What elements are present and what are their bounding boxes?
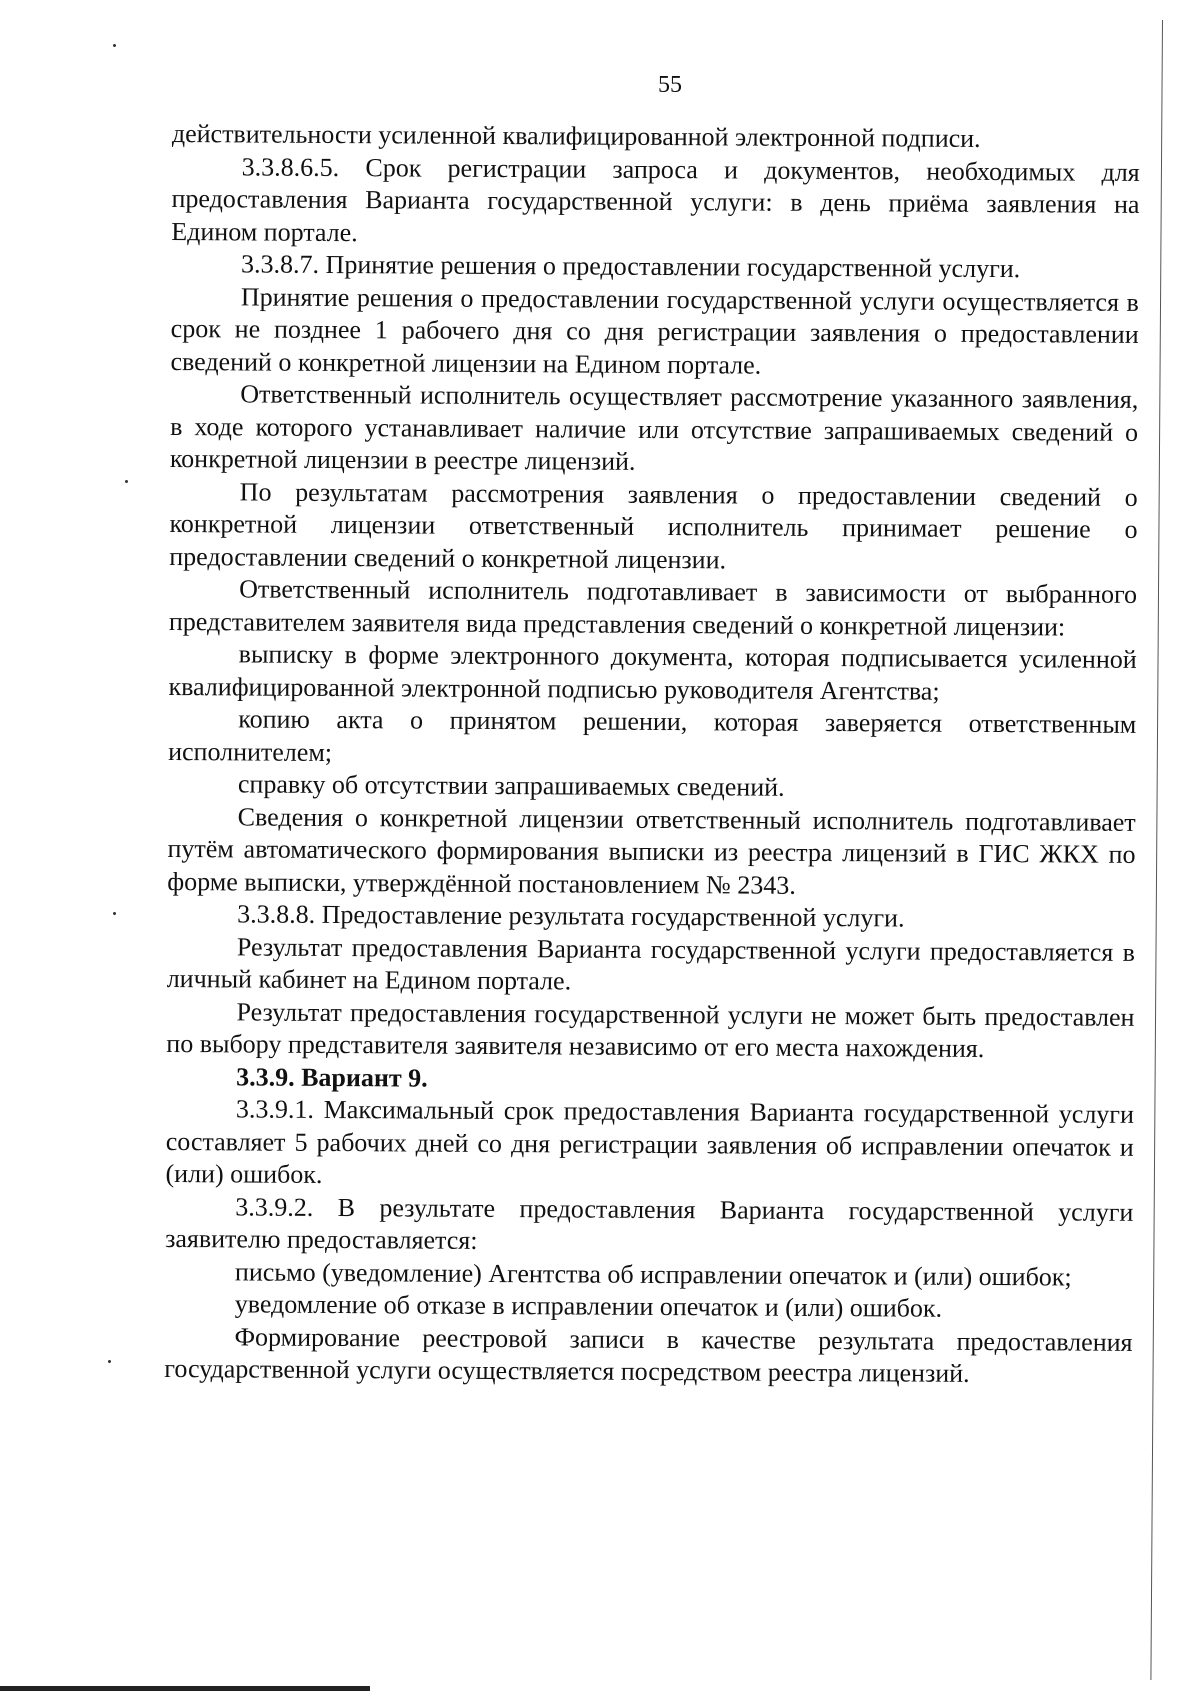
paragraph: письмо (уведомление) Агентства об исправлении опечаток и (или) ошибок; <box>234 1256 1072 1292</box>
paragraph: Сведения о конкретной лицензии ответственный исполнитель подготавливает путём автоматического формирования выписки из реестра лицензий в ГИС ЖКХ по форме выписки, утверждённой постановлением № 2343. <box>167 801 1136 900</box>
paragraph: Ответственный исполнитель подготавливает в зависимости от выбранного представителем заявителя вида представления сведений о конкретной лицензии: <box>168 574 1138 641</box>
section-heading: 3.3.9. Вариант 9. <box>236 1061 428 1093</box>
paragraph: 3.3.8.7. Принятие решения о предоставлении государственной услуги. <box>241 249 1021 284</box>
scan-speck <box>125 480 128 483</box>
paragraph: выписку в форме электронного документа, которая подписывается усиленной квалифицированной электронной подписью руководителя Агентства; <box>168 639 1137 706</box>
scan-speck <box>113 44 116 47</box>
paragraph: 3.3.8.8. Предоставление результата государственной услуги. <box>237 899 905 933</box>
page-number: 55 <box>658 72 682 98</box>
paragraph: 3.3.9.2. В результате предоставления Варианта государственной услуги заявителю предоставляется: <box>165 1191 1134 1255</box>
document-body <box>164 118 1140 1391</box>
paragraph: уведомление об отказе в исправлении опечаток и (или) ошибок. <box>234 1289 943 1323</box>
paragraph: 3.3.9.1. Максимальный срок предоставления Варианта государственной услуги составляет 5 рабочих дней со дня регистрации заявления об исправлении опечаток и (или) ошибок. <box>165 1094 1135 1189</box>
scan-bottom-bar <box>0 1686 370 1691</box>
paragraph: По результатам рассмотрения заявления о предоставлении сведений о конкретной лицензии ответственный исполнитель принимает решение о предоставлении сведений о конкретной лицензии. <box>169 476 1138 574</box>
paragraph: Результат предоставления государственной услуги не может быть предоставлен по выбору представителя заявителя независимо от его места нахождения. <box>166 996 1135 1063</box>
paragraph: Результат предоставления Варианта государственной услуги предоставляется в личный кабинет на Едином портале. <box>166 931 1136 996</box>
paragraph: действительности усиленной квалифицированной электронной подписи. <box>171 118 981 153</box>
paragraph: Формирование реестровой записи в качестве результата предоставления государственной услуги осуществляется посредством реестра лицензий. <box>164 1321 1133 1388</box>
scan-edge-line <box>1150 20 1163 1680</box>
scan-speck <box>113 912 116 915</box>
paragraph: копию акта о принятом решении, которая заверяется ответственным исполнителем; <box>168 704 1137 767</box>
paragraph: 3.3.8.6.5. Срок регистрации запроса и документов, необходимых для предоставления Варианта государственной услуги: в день приёма заявления на Едином портале. <box>171 151 1140 247</box>
paragraph: справку об отсутствии запрашиваемых сведений. <box>237 769 785 802</box>
paragraph: Ответственный исполнитель осуществляет рассмотрение указанного заявления, в ходе которого устанавливает наличие или отсутствие запрашиваемых сведений о конкретной лицензии в реестре лицензий. <box>169 379 1139 476</box>
scan-speck <box>108 1360 111 1363</box>
paragraph: Принятие решения о предоставлении государственной услуги осуществляется в срок не позднее 1 рабочего дня со дня регистрации заявления о предоставлении сведений о конкретной лицензии на Едином портале. <box>170 281 1139 380</box>
